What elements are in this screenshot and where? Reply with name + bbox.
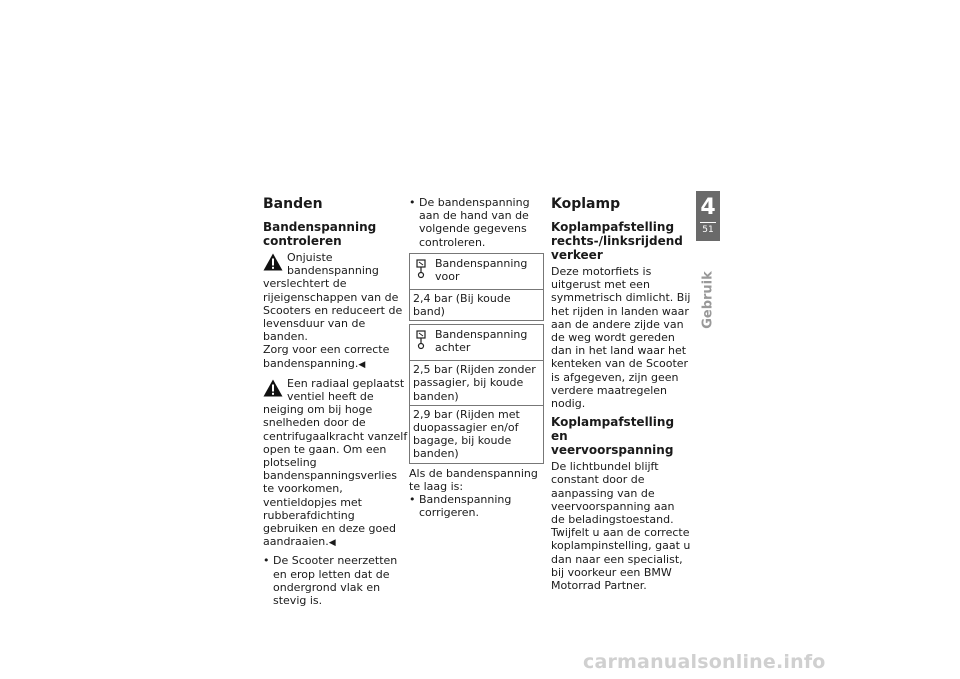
table-header-rear	[410, 325, 543, 361]
table-rear-pressure	[409, 324, 544, 463]
warning-block-2	[263, 377, 409, 551]
chapter-tab	[696, 191, 720, 241]
warning-icon	[263, 253, 283, 271]
step-list-3	[409, 493, 545, 519]
warning-text-2: Een radiaal geplaatst ventiel heeft de neiging om bij hoge snelheden door de centrifugaalkracht vanzelf open te gaan. Om een plotseling bandenspanningsverlies te voorkomen, ventieldopjes met rubberafdichting gebruiken en deze goed aandraaien.	[263, 376, 408, 549]
paragraph: Deze motorfiets is uitgerust met een symmetrisch dimlicht. Bij het rijden in landen waar aan de andere zijde van de weg wordt gereden dan in het land waar het kenteken van de Scooter is afgegeven, zijn geen verdere maatregelen nodig.	[551, 265, 691, 411]
list-item: • De bandenspanning aan de hand van de volgende gegevens controleren.	[409, 196, 545, 249]
section-title-koplamp: Koplamp	[551, 196, 621, 212]
warning-text-1: Onjuiste bandenspanning verslechtert de rijeigenschappen van de Scooters en reduceert de levensduur van de banden.	[263, 251, 403, 344]
table-header-label: Bandenspanning voor	[435, 256, 528, 284]
step-list-2	[409, 196, 545, 249]
table-row: 2,4 bar (Bij koude band)	[413, 291, 511, 319]
warning-icon	[263, 379, 283, 397]
table-header-front	[410, 254, 543, 290]
step-list-1	[263, 554, 409, 607]
end-mark: ◀	[328, 538, 336, 549]
low-pressure-text: Als de bandenspanning te laag is:	[409, 466, 538, 493]
watermark: carmanualsonline.info	[583, 651, 826, 673]
chapter-number: 4	[700, 195, 716, 220]
section-title-banden: Banden	[263, 196, 323, 212]
page-number: 51	[702, 225, 714, 235]
warning-text-1-extra: Zorg voor een correcte bandenspanning.	[263, 343, 390, 370]
divider	[700, 222, 716, 223]
column-right	[551, 196, 691, 592]
list-item: • De Scooter neerzetten en erop letten dat de ondergrond vlak en stevig is.	[263, 554, 409, 607]
table-front-pressure	[409, 253, 544, 321]
heading-headlight-preload: Koplampafstelling en veervoorspanning	[551, 415, 675, 458]
tire-gauge-icon	[415, 330, 427, 350]
paragraph: De lichtbundel blijft constant door de aanpassing van de veervoorspanning aan de beladingstoestand.	[551, 460, 675, 527]
table-row: 2,5 bar (Rijden zonder passagier, bij koude banden)	[410, 361, 543, 406]
column-left	[263, 196, 409, 607]
list-item: • Bandenspanning corrigeren.	[409, 493, 545, 519]
heading-headlight-traffic: Koplampafstelling rechts-/linksrijdend verkeer	[551, 220, 683, 262]
tire-gauge-icon	[415, 259, 427, 279]
heading-tire-pressure: Bandenspanning controleren	[263, 220, 377, 248]
end-mark: ◀	[358, 359, 366, 370]
table-header-label: Bandenspanning achter	[435, 328, 528, 355]
warning-block-1	[263, 251, 409, 372]
column-middle	[409, 196, 545, 519]
chapter-side-label: Gebruik	[700, 271, 716, 329]
table-row: 2,9 bar (Rijden met duopassagier en/of bagage, bij koude banden)	[413, 407, 520, 461]
paragraph: Twijfelt u aan de correcte koplampinstelling, gaat u dan naar een specialist, bij voorkeur een BMW Motorrad Partner.	[551, 526, 691, 593]
